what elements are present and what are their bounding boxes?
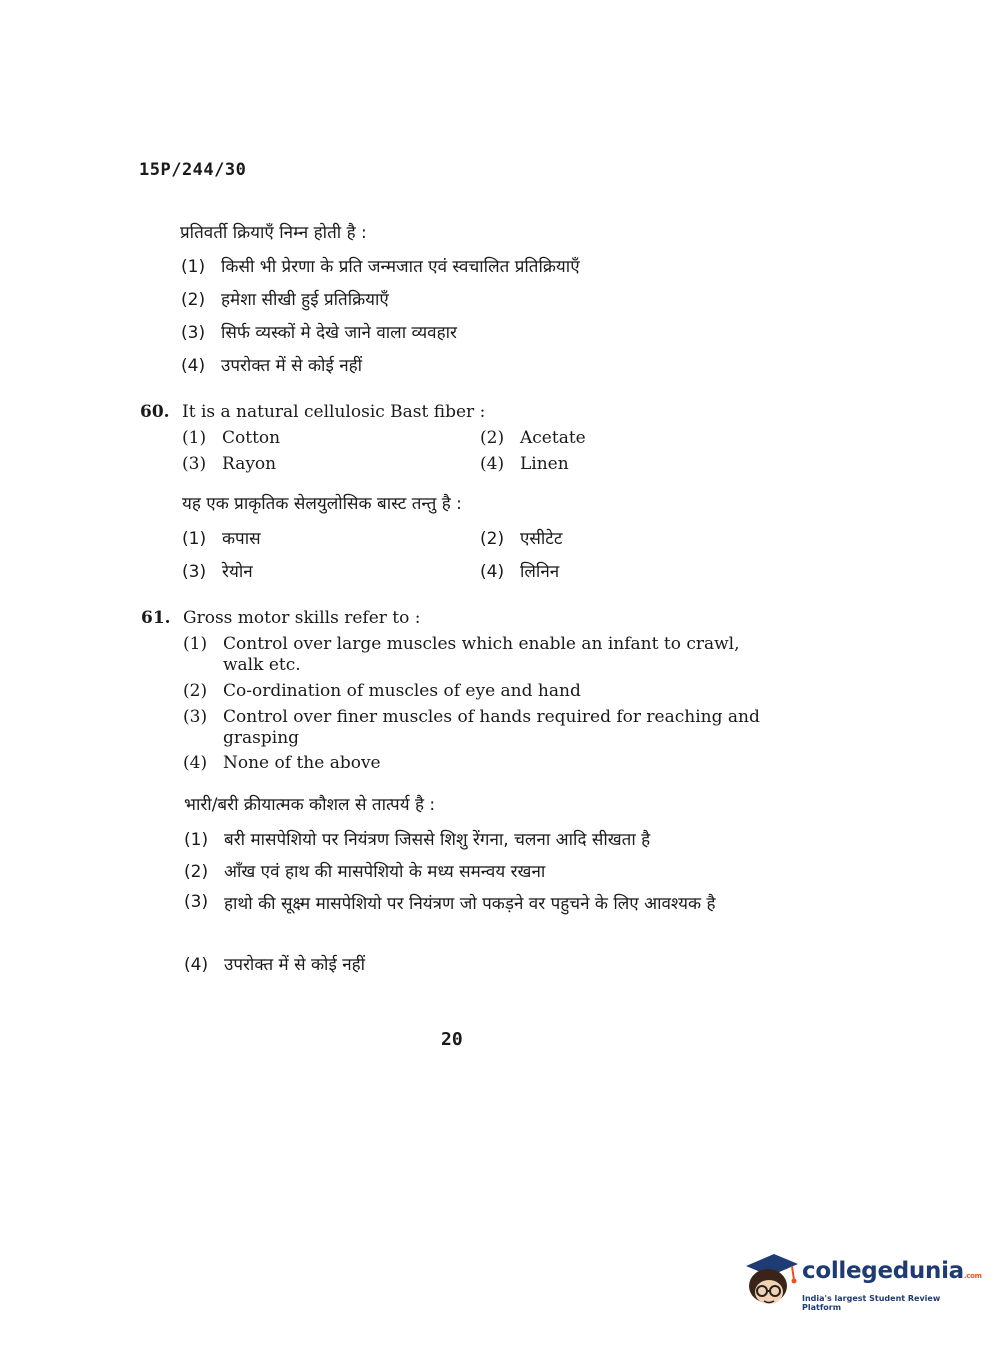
q59-hindi-option-1 [181,254,580,277]
q59-hindi-option-2 [181,287,389,310]
q60-option-1 [182,428,280,448]
option-number: (4) [480,562,505,582]
option-text: Acetate [520,428,586,448]
q60-hindi-stem: यह एक प्राकृतिक सेलयुलोसिक बास्ट तन्तु है : [182,494,462,514]
option-text: हमेशा सीखी हुई प्रतिक्रियाएँ [221,290,389,310]
option-text: रेयोन [222,562,253,582]
option-text: Rayon [222,454,277,474]
option-text: Control over large muscles which enable an infant to crawl, walk etc. [223,634,740,675]
option-text: किसी भी प्रेरणा के प्रति जन्मजात एवं स्वचालित प्रतिक्रियाएँ [221,257,580,277]
q61-option-2 [183,681,581,701]
mascot-icon [740,1250,802,1314]
option-text: आँख एवं हाथ की मासपेशियो के मध्य समन्वय रखना [224,862,546,882]
option-text: सिर्फ व्यस्कों मे देखे जाने वाला व्यवहार [221,323,458,343]
q61-number: 61. [141,608,171,628]
q61-option-4 [183,753,381,773]
option-number: (3) [184,892,209,912]
option-text: Cotton [222,428,281,448]
option-number: (4) [181,356,206,376]
option-number: (1) [183,634,208,654]
option-number: (2) [181,290,206,310]
option-text: Linen [520,454,569,474]
option-number: (3) [182,562,207,582]
q61-hindi-option-3 [184,892,772,917]
option-number: (3) [182,454,207,474]
q60-hindi-option-1 [182,526,261,549]
q60-option-4 [480,454,569,474]
option-number: (4) [480,454,505,474]
option-number: (4) [184,955,209,975]
q61-hindi-option-1 [184,827,650,850]
q59-hindi-stem: प्रतिवर्ती क्रियाएँ निम्न होती है : [180,223,367,243]
q61-option-1 [183,634,771,676]
q61-hindi-option-2 [184,859,545,882]
option-text: Control over finer muscles of hands required for reaching and grasping [223,707,760,748]
option-number: (2) [183,681,208,701]
option-number: (4) [183,753,208,773]
logo-domain: .com [963,1272,982,1280]
option-number: (1) [182,428,207,448]
q60-option-3 [182,454,276,474]
page-number: 20 [441,1029,463,1050]
paper-code: 15P/244/30 [139,160,247,180]
option-text: बरी मासपेशियो पर नियंत्रण जिससे शिशु रेंगना, चलना आदि सीखता है [224,830,651,850]
collegedunia-logo [740,1250,982,1314]
q60-hindi-option-4 [480,559,559,582]
option-text: उपरोक्त में से कोई नहीं [221,356,363,376]
option-number: (2) [480,529,505,549]
q61-hindi-stem: भारी/बरी क्रीयात्मक कौशल से तात्पर्य है : [184,795,436,815]
q59-hindi-option-4 [181,353,362,376]
q60-stem: It is a natural cellulosic Bast fiber : [182,402,486,422]
option-text: एसीटेट [520,529,563,549]
q61-stem: Gross motor skills refer to : [183,608,421,628]
option-text: उपरोक्त में से कोई नहीं [224,955,366,975]
option-number: (1) [181,257,206,277]
q59-hindi-option-3 [181,320,457,343]
q60-hindi-option-3 [182,559,253,582]
q60-hindi-option-2 [480,526,562,549]
q60-number: 60. [140,402,170,422]
logo-tagline: India's largest Student Review Platform [802,1294,941,1312]
option-number: (3) [183,707,208,727]
option-number: (1) [182,529,207,549]
option-number: (2) [480,428,505,448]
option-number: (2) [184,862,209,882]
logo-wordmark: collegedunia.com [802,1258,982,1284]
q61-option-3 [183,707,771,749]
option-text: Co-ordination of muscles of eye and hand [223,681,581,701]
option-text: लिनिन [520,562,560,582]
option-text: कपास [222,529,261,549]
q61-hindi-option-4 [184,952,365,975]
option-number: (3) [181,323,206,343]
option-text: None of the above [223,753,381,773]
option-number: (1) [184,830,209,850]
q60-option-2 [480,428,586,448]
option-text: हाथो की सूक्ष्म मासपेशियो पर नियंत्रण जो पकड़ने वर पहुचने के लिए आवश्यक है [224,894,716,914]
